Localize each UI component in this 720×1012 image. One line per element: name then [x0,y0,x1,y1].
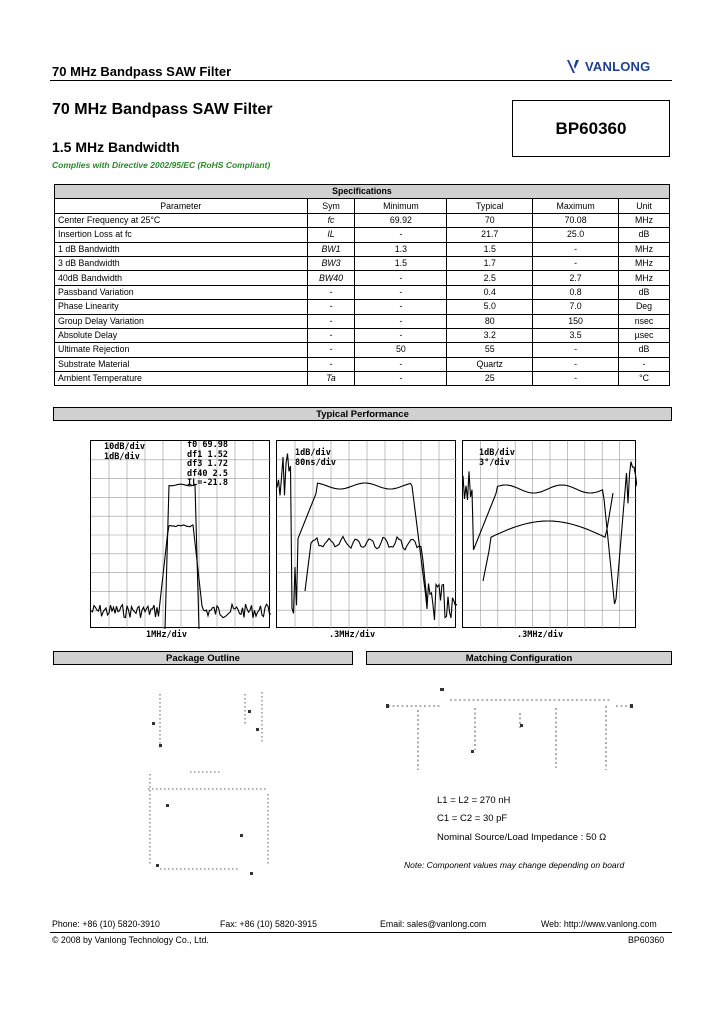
table-cell: - [619,357,670,371]
plot1-xlabel: 1MHz/div [146,630,187,640]
table-cell: Ta [307,372,355,386]
table-cell: Insertion Loss at fc [55,228,308,242]
table-cell: - [533,357,619,371]
table-cell: 0.8 [533,285,619,299]
table-row [55,314,670,328]
matching-schematic [380,688,640,778]
table-cell: - [307,357,355,371]
table-cell: 2.5 [447,271,533,285]
table-row [55,357,670,371]
table-cell: - [355,228,447,242]
table-row [55,300,670,314]
table-cell: MHz [619,256,670,270]
caption-text: Typical Performance [316,408,409,420]
typical-performance-caption [53,407,672,421]
column-header: Maximum [533,199,619,213]
table-cell: BW1 [307,242,355,256]
table-cell: - [533,256,619,270]
part-number-box [512,100,670,157]
table-cell: 21.7 [447,228,533,242]
table-cell: - [307,300,355,314]
table-cell: fc [307,213,355,227]
inductor-values: L1 = L2 = 270 nH [437,795,511,806]
table-row [55,228,670,242]
plot-amplitude-response [90,440,270,628]
plot2-scale-annotation: 1dB/div 80ns/div [295,448,336,468]
table-cell: 25.0 [533,228,619,242]
table-cell: MHz [619,242,670,256]
plot-phase-svg [463,441,637,629]
table-cell: - [533,242,619,256]
column-header: Minimum [355,199,447,213]
table-cell: BW3 [307,256,355,270]
plot3-phase-trace [483,493,613,581]
table-cell: - [307,343,355,357]
table-row [55,242,670,256]
column-header: Typical [447,199,533,213]
rohs-compliance: Complies with Directive 2002/95/EC (RoHS Compliant) [52,160,271,170]
table-cell: - [355,372,447,386]
table-cell: - [355,357,447,371]
footer-fax: Fax: +86 (10) 5820-3915 [220,919,318,929]
plot-phase [462,440,636,628]
table-cell: 1.5 [447,242,533,256]
table-cell: Quartz [447,357,533,371]
capacitor-values: C1 = C2 = 30 pF [437,813,508,824]
table-cell: Substrate Material [55,357,308,371]
product-subtitle: 1.5 MHz Bandwidth [52,139,180,155]
table-cell: 2.7 [533,271,619,285]
package-outline-caption [53,651,353,665]
table-cell: IL [307,228,355,242]
caption-text: Package Outline [166,652,240,664]
product-title: 70 MHz Bandpass SAW Filter [52,101,273,118]
table-cell: 1.7 [447,256,533,270]
table-cell: 7.0 [533,300,619,314]
table-cell: °C [619,372,670,386]
table-cell: Absolute Delay [55,328,308,342]
plot1-passband-trace [165,484,199,629]
table-cell: Center Frequency at 25°C [55,213,308,227]
table-row [55,328,670,342]
table-cell: Phase Linearity [55,300,308,314]
table-cell: 80 [447,314,533,328]
component-note: Note: Component values may change depending on board [404,860,625,870]
plot-group-delay-svg [277,441,457,629]
vanlong-logo [566,58,650,74]
table-cell: 3.2 [447,328,533,342]
table-cell: 55 [447,343,533,357]
package-outline-drawing [130,684,280,880]
table-cell: Ultimate Rejection [55,343,308,357]
plot2-xlabel: .3MHz/div [329,630,376,640]
plot3-scale-annotation: 1dB/div 3°/div [479,448,515,468]
footer-phone: Phone: +86 (10) 5820-3910 [52,919,160,929]
matching-configuration-caption [366,651,672,665]
table-cell: - [307,285,355,299]
footer-rule [50,932,672,933]
table-cell: - [533,343,619,357]
table-cell: - [355,314,447,328]
plot3-xlabel: .3MHz/div [517,630,564,640]
table-cell: - [307,328,355,342]
vanlong-logo-icon [566,58,582,74]
table-cell: dB [619,343,670,357]
plot-amplitude-svg [91,441,271,629]
logo-text: VANLONG [585,58,651,74]
table-cell: µsec [619,328,670,342]
table-cell: 150 [533,314,619,328]
specifications-table [54,184,670,386]
table-cell: - [533,372,619,386]
table-cell: Passband Variation [55,285,308,299]
plot1-scale-annotation: 10dB/div 1dB/div [104,442,145,462]
part-number: BP60360 [555,118,627,138]
plot1-marker-annotation: f0 69.98 df1 1.52 df3 1.72 df40 2.5 IL=-21.8 [187,440,228,488]
table-cell: - [355,300,447,314]
table-cell: 40dB Bandwidth [55,271,308,285]
table-cell: MHz [619,271,670,285]
table-cell: 5.0 [447,300,533,314]
table-cell: Group Delay Variation [55,314,308,328]
header-title: 70 MHz Bandpass SAW Filter [52,64,232,79]
table-cell: - [355,285,447,299]
table-row [55,372,670,386]
footer-copyright: © 2008 by Vanlong Technology Co., Ltd. [52,935,209,945]
table-cell: nsec [619,314,670,328]
caption-text: Matching Configuration [465,652,573,664]
table-cell: 70.08 [533,213,619,227]
table-cell: 3.5 [533,328,619,342]
plot-group-delay [276,440,456,628]
table-row [55,285,670,299]
column-header: Parameter [55,199,308,213]
footer-email: Email: sales@vanlong.com [380,919,487,929]
header-rule [50,80,672,81]
footer-part-number: BP60360 [628,935,665,945]
impedance-note: Nominal Source/Load Impedance : 50 Ω [437,832,607,843]
table-cell: 0.4 [447,285,533,299]
table-cell: BW40 [307,271,355,285]
table-cell: 1.5 [355,256,447,270]
table-cell: Deg [619,300,670,314]
table-cell: 50 [355,343,447,357]
table-row [55,271,670,285]
table-row [55,256,670,270]
table-header-row [55,199,670,213]
table-cell: dB [619,228,670,242]
column-header: Unit [619,199,670,213]
table-row [55,213,670,227]
table-row [55,343,670,357]
table-cell: 1 dB Bandwidth [55,242,308,256]
table-cell: dB [619,285,670,299]
column-header: Sym [307,199,355,213]
table-cell: 1.3 [355,242,447,256]
specifications-caption: Specifications [55,185,670,199]
table-cell: 70 [447,213,533,227]
footer-web: Web: http://www.vanlong.com [541,919,657,929]
table-cell: - [355,328,447,342]
table-cell: - [355,271,447,285]
table-cell: 25 [447,372,533,386]
table-cell: 69.92 [355,213,447,227]
table-cell: 3 dB Bandwidth [55,256,308,270]
table-cell: Ambient Temperature [55,372,308,386]
table-cell: - [307,314,355,328]
table-cell: MHz [619,213,670,227]
